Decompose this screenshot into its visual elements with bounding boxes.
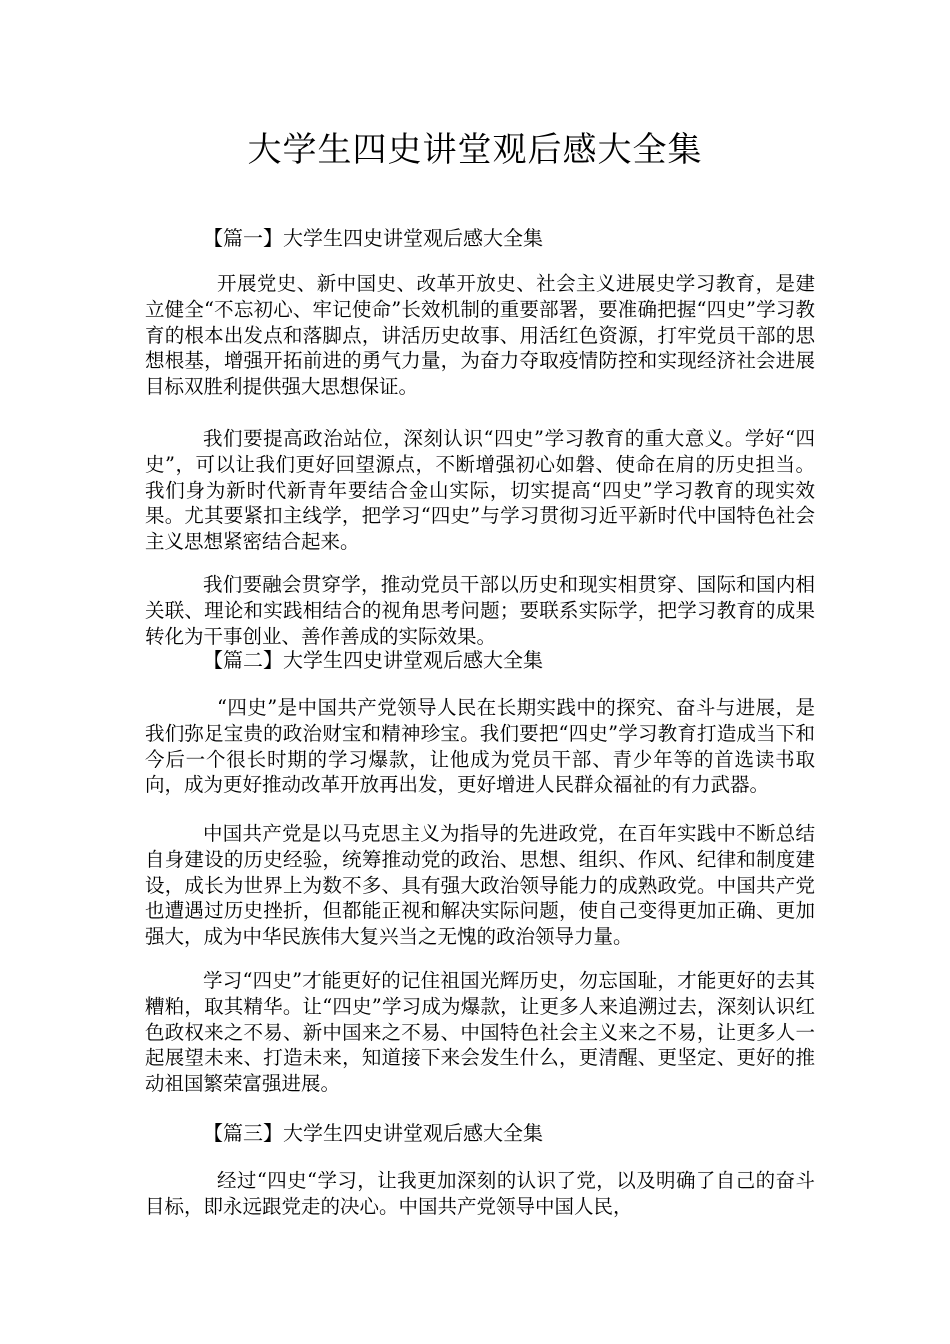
document-title: 大学生四史讲堂观后感大全集 bbox=[247, 130, 703, 170]
paragraph: 开展党史、新中国史、改革开放史、社会主义进展史学习教育，是建立健全“不忘初心、牢记使命”长效机制的重要部署，要准确把握“四史”学习教育的根本出发点和落脚点，讲活历史故事、用活红色资源，打牢党员干部的思想根基，增强开拓前进的勇气力量，为奋力夺取疫情防控和实现经济社会进展目标双胜利提供强大思想保证。 bbox=[145, 272, 815, 399]
paragraph: 我们要融会贯穿学，推动党员干部以历史和现实相贯穿、国际和国内相关联、理论和实践相结合的视角思考问题；要联系实际学，把学习教育的成果转化为干事创业、善作善成的实际效果。 bbox=[145, 573, 815, 648]
paragraph: 经过“四史“学习，让我更加深刻的认识了党，以及明确了自己的奋斗目标，即永远跟党走的决心。中国共产党领导中国人民， bbox=[145, 1169, 815, 1218]
paragraph: “四史”是中国共产党领导人民在长期实践中的探究、奋斗与进展，是我们弥足宝贵的政治财宝和精神珍宝。我们要把“四史”学习教育打造成当下和今后一个很长时期的学习爆款，让他成为党员干部、青少年等的首选读书取向，成为更好推动改革开放再出发，更好增进人民群众福祉的有力武器。 bbox=[145, 696, 815, 797]
paragraph: 学习“四史”才能更好的记住祖国光辉历史，勿忘国耻，才能更好的去其糟粕，取其精华。让“四史”学习成为爆款，让更多人来追溯过去，深刻认识红色政权来之不易、新中国来之不易、中国特色社会主义来之不易，让更多人一起展望未来、打造未来，知道接下来会发生什么，更清醒、更坚定、更好的推动祖国繁荣富强进展。 bbox=[145, 969, 815, 1096]
section-heading-3: 【篇三】大学生四史讲堂观后感大全集 bbox=[203, 1121, 543, 1145]
paragraph: 我们要提高政治站位，深刻认识“四史”学习教育的重大意义。学好“四史”，可以让我们更好回望源点，不断增强初心如磐、使命在肩的历史担当。我们身为新时代新青年要结合金山实际，切实提高“四史”学习教育的现实效果。尤其要紧扣主线学，把学习“四史”与学习贯彻习近平新时代中国特色社会主义思想紧密结合起来。 bbox=[145, 427, 815, 554]
section-heading-1: 【篇一】大学生四史讲堂观后感大全集 bbox=[203, 226, 543, 250]
paragraph: 中国共产党是以马克思主义为指导的先进政党，在百年实践中不断总结自身建设的历史经验，统筹推动党的政治、思想、组织、作风、纪律和制度建设，成长为世界上为数不多、具有强大政治领导能力的成熟政党。中国共产党也遭遇过历史挫折，但都能正视和解决实际问题，使自己变得更加正确、更加强大，成为中华民族伟大复兴当之无愧的政治领导力量。 bbox=[145, 822, 815, 949]
section-heading-2: 【篇二】大学生四史讲堂观后感大全集 bbox=[203, 648, 543, 672]
